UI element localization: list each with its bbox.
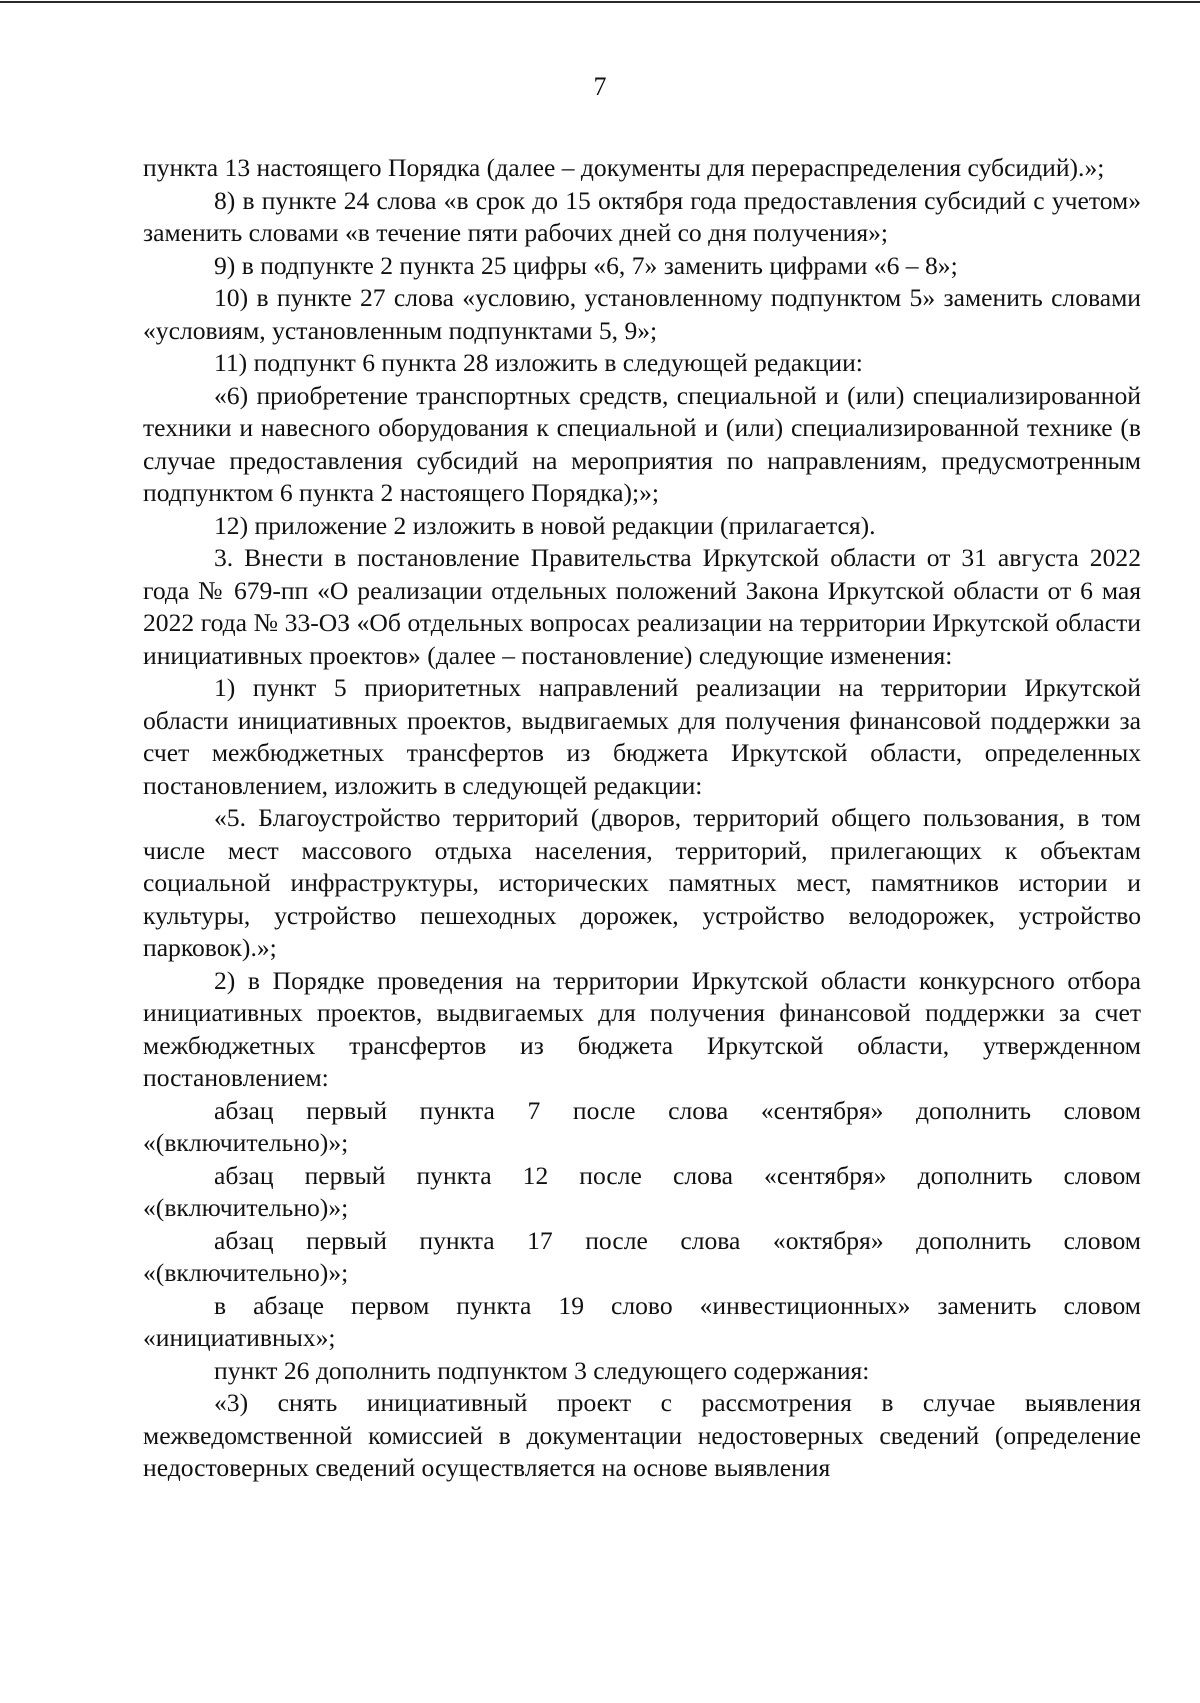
- paragraph-continuation: пункта 13 настоящего Порядка (далее – документы для перераспределения субсидий).»;: [143, 153, 1105, 182]
- paragraph-quote-6: «6) приобретение транспортных средств, специальной и (или) специализированной техники и навесного оборудования к специальной и (или) специализированной технике (в случае предоставления субсидий на мероприятия по направлениям, предусмотренным подпунктом 6 пункта 2 настоящего Порядка);»;: [143, 380, 1141, 507]
- paragraph-item-11: 11) подпункт 6 пункта 28 изложить в следующей редакции:: [214, 348, 863, 377]
- paragraph-item-2: 2) в Порядке проведения на территории Иркутской области конкурсного отбора инициативных проектов, выдвигаемых для получения финансовой поддержки за счет межбюджетных трансфертов из бюджета Иркутской области, утвержденном постановлением:: [143, 965, 1141, 1092]
- document-body: [143, 152, 1141, 1485]
- paragraph-item-9: 9) в подпункте 2 пункта 25 цифры «6, 7» заменить цифрами «6 – 8»;: [214, 250, 958, 280]
- paragraph-item-1: 1) пункт 5 приоритетных направлений реализации на территории Иркутской области инициативных проектов, выдвигаемых для получения финансовой поддержки за счет межбюджетных трансфертов из бюджета Иркутской области, определенных постановлением, изложить в следующей редакции:: [143, 673, 1141, 800]
- top-border-line: [0, 1, 1200, 3]
- paragraph-punkt-26: пункт 26 дополнить подпунктом 3 следующего содержания:: [214, 1355, 870, 1385]
- paragraph-quote-3: «3) снять инициативный проект с рассмотрения в случае выявления межведомственной комиссией в документации недостоверных сведений (определение недостоверных сведений осуществляется на основе выявления: [143, 1388, 1141, 1482]
- paragraph-abzac-7: абзац первый пункта 7 после слова «сентября» дополнить словом «(включительно)»;: [143, 1095, 1141, 1157]
- paragraph-quote-5: «5. Благоустройство территорий (дворов, территорий общего пользования, в том числе мест массового отдыха населения, территорий, прилегающих к объектам социальной инфраструктуры, исторических памятных мест, памятников истории и культуры, устройство пешеходных дорожек, устройство велодорожек, устройство парковок).»;: [143, 803, 1141, 962]
- paragraph-item-8: 8) в пункте 24 слова «в срок до 15 октября года предоставления субсидий с учетом» заменить словами «в течение пяти рабочих дней со дня получения»;: [143, 185, 1141, 247]
- paragraph-abzac-17: абзац первый пункта 17 после слова «октября» дополнить словом «(включительно)»;: [143, 1225, 1141, 1287]
- paragraph-abzac-19: в абзаце первом пункта 19 слово «инвестиционных» заменить словом «инициативных»;: [143, 1290, 1141, 1352]
- paragraph-abzac-12: абзац первый пункта 12 после слова «сентября» дополнить словом «(включительно)»;: [143, 1160, 1141, 1222]
- paragraph-item-10: 10) в пункте 27 слова «условию, установленному подпунктом 5» заменить словами «условиям, установленным подпунктами 5, 9»;: [143, 283, 1141, 345]
- page-number: 7: [593, 72, 607, 101]
- paragraph-item-12: 12) приложение 2 изложить в новой редакции (прилагается).: [214, 510, 876, 540]
- paragraph-section-3: 3. Внести в постановление Правительства Иркутской области от 31 августа 2022 года № 679-пп «О реализации отдельных положений Закона Иркутской области от 6 мая 2022 года № 33-ОЗ «Об отдельных вопросах реализации на территории Иркутской области инициативных проектов» (далее – постановление) следующие изменения:: [143, 543, 1141, 670]
